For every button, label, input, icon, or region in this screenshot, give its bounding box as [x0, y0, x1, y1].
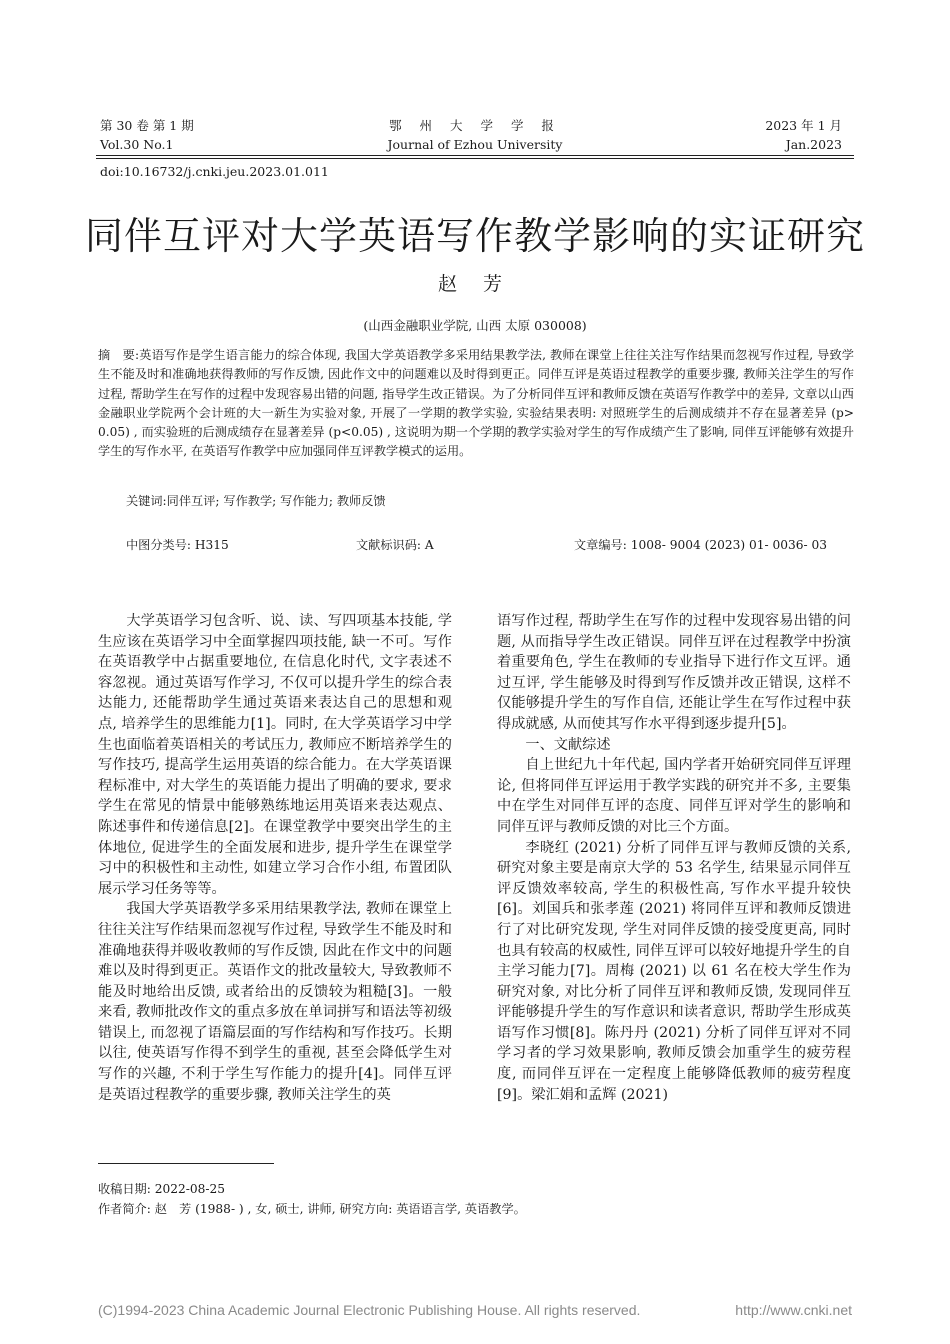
body-column-right — [497, 611, 851, 1105]
header-volume — [100, 116, 194, 154]
paragraph-continued: 语写作过程, 帮助学生在写作的过程中发现容易出错的问题, 从而指导学生改正错误。同伴互评在过程教学中扮演着重要角色, 学生在教师的专业指导下进行作文互评。通过互评, 学生能够及时得到写作反馈并改正错误, 这样不仅能够提升学生的写作自信, 还能让学生在写作过程中获得成就感, 从而使其写作水平得到逐步提升[5]。 — [497, 613, 851, 732]
paper-title: 同伴互评对大学英语写作教学影响的实证研究 — [84, 214, 865, 258]
doi: doi:10.16732/j.cnki.jeu.2023.01.011 — [100, 164, 329, 179]
author-bio: 作者简介: 赵 芳 (1988- ) , 女, 硕士, 讲师, 研究方向: 英语语言学, 英语教学。 — [98, 1202, 526, 1216]
volume-cn: 第 30 卷 第 1 期 — [100, 118, 194, 133]
footnote-rule — [98, 1163, 274, 1164]
date-cn: 2023 年 1 月 — [765, 118, 842, 133]
header-journal — [325, 116, 625, 154]
paragraph: 自上世纪九十年代起, 国内学者开始研究同伴互评理论, 但将同伴互评运用于教学实践的研究并不多, 主要集中在学生对同伴互评的态度、同伴互评对学生的影响和同伴互评与教师反馈的对比三个方面。 — [497, 757, 851, 835]
affiliation: (山西金融职业学院, 山西 太原 030008) — [363, 318, 587, 333]
author-name: 赵 芳 — [437, 273, 513, 295]
document-code: 文献标识码: A — [356, 538, 434, 552]
header-rule — [96, 155, 854, 156]
body-column-left — [98, 611, 452, 1105]
clc-number: 中图分类号: H315 — [126, 538, 229, 552]
paragraph: 李晓红 (2021) 分析了同伴互评与教师反馈的关系, 研究对象主要是南京大学的 53 名学生, 结果显示同伴互评反馈效率较高, 学生的积极性高, 写作水平提升较快[6]。刘国兵和张孝莲 (2021) 将同伴互评和教师反馈进行了对比研究发现, 学生对同伴反馈的接受度更高, 同时也具有较高的权威性, 同伴互评可以较好地提升学生的自主学习能力[7]。周梅 (2021) 以 61 名在校大学生作为研究对象, 对比分析了同伴互评和教师反馈, 发现同伴互评能够提升学生的写作意识和读者意识, 帮助学生形成英语写作习惯[8]。陈丹丹 (2021) 分析了同伴互评对不同学习者的学习效果影响, 教师反馈会加重学生的疲劳程度, 而同伴互评在一定程度上能够降低教师的疲劳程度[9]。梁汇娟和孟辉 (2021) — [497, 839, 851, 1103]
section-heading: 一、文献综述 — [525, 736, 611, 753]
paragraph: 我国大学英语教学多采用结果教学法, 教师在课堂上往往关注写作结果而忽视写作过程, 导致学生不能及时和准确地获得并吸收教师的写作反馈, 因此在作文中的问题难以及时得到更正。英语作文的批改量较大, 导致教师不能及时地给出反馈, 或者给出的反馈较为粗糙[3]。一般来看, 教师批改作文的重点多放在单词拼写和语法等初级错误上, 而忽视了语篇层面的写作结构和写作技巧。长期以往, 使英语写作得不到学生的重视, 甚至会降低学生对写作的兴趣, 不利于学生写作能力的提升[4]。同伴互评是英语过程教学的重要步骤, 教师关注学生的英 — [98, 901, 452, 1103]
journal-name-cn: 鄂 州 大 学 学 报 — [389, 118, 561, 133]
copyright-text: (C)1994-2023 China Academic Journal Electronic Publishing House. All rights reserved. — [98, 1302, 641, 1318]
date-en: Jan.2023 — [785, 137, 842, 152]
volume-en: Vol.30 No.1 — [100, 137, 174, 152]
received-date: 收稿日期: 2022-08-25 — [98, 1182, 225, 1196]
keywords: 关键词:同伴互评; 写作教学; 写作能力; 教师反馈 — [126, 494, 386, 508]
paragraph: 大学英语学习包含听、说、读、写四项基本技能, 学生应该在英语学习中全面掌握四项技能, 缺一不可。写作在英语教学中占据重要地位, 在信息化时代, 文字表述不容忽视。通过英语写作学习, 不仅可以提升学生的综合表达能力, 还能帮助学生通过英语来表达自己的思想和观点, 培养学生的思维能力[1]。同时, 在大学英语学习中学生也面临着英语相关的考试压力, 教师应不断培养学生的写作技巧, 提高学生运用英语的综合能力。在大学英语课程标准中, 对大学生的英语能力提出了明确的要求, 要求学生在常见的情景中能够熟练地运用英语来表达观点、陈述事件和传递信息[2]。在课堂教学中要突出学生的主体地位, 促进学生的全面发展和进步, 提升学生在课堂学习中的积极性和主动性, 如建立学习合作小组, 布置团队展示学习任务等等。 — [98, 613, 452, 897]
journal-name-en: Journal of Ezhou University — [387, 137, 563, 152]
header-date — [765, 116, 842, 154]
article-id: 文章编号: 1008- 9004 (2023) 01- 0036- 03 — [574, 538, 828, 552]
header-rule-thin — [96, 158, 854, 159]
cnki-link[interactable]: http://www.cnki.net — [735, 1302, 852, 1318]
abstract: 摘 要:英语写作是学生语言能力的综合体现, 我国大学英语教学多采用结果教学法, 教师在课堂上往往关注写作结果而忽视写作过程, 导致学生不能及时和准确地获得教师的写作反馈, 因此作文中的问题难以及时得到更正。同伴互评是英语过程教学的重要步骤, 教师关注学生的写作过程, 帮助学生在写作的过程中发现容易出错的问题, 指导学生改正错误。为了分析同伴互评和教师反馈在英语写作教学中的差异, 文章以山西金融职业学院两个会计班的大一新生为实验对象, 开展了一学期的教学实验, 实验结果表明: 对照班学生的后测成绩并不存在显著差异 (p> 0.05) , 而实验班的后测成绩存在显著差异 (p<0.05) , 这说明为期一个学期的教学实验对学生的写作成绩产生了影响, 同伴互评能够有效提升学生的写作水平, 在英语写作教学中应加强同伴互评教学模式的运用。 — [98, 348, 854, 459]
